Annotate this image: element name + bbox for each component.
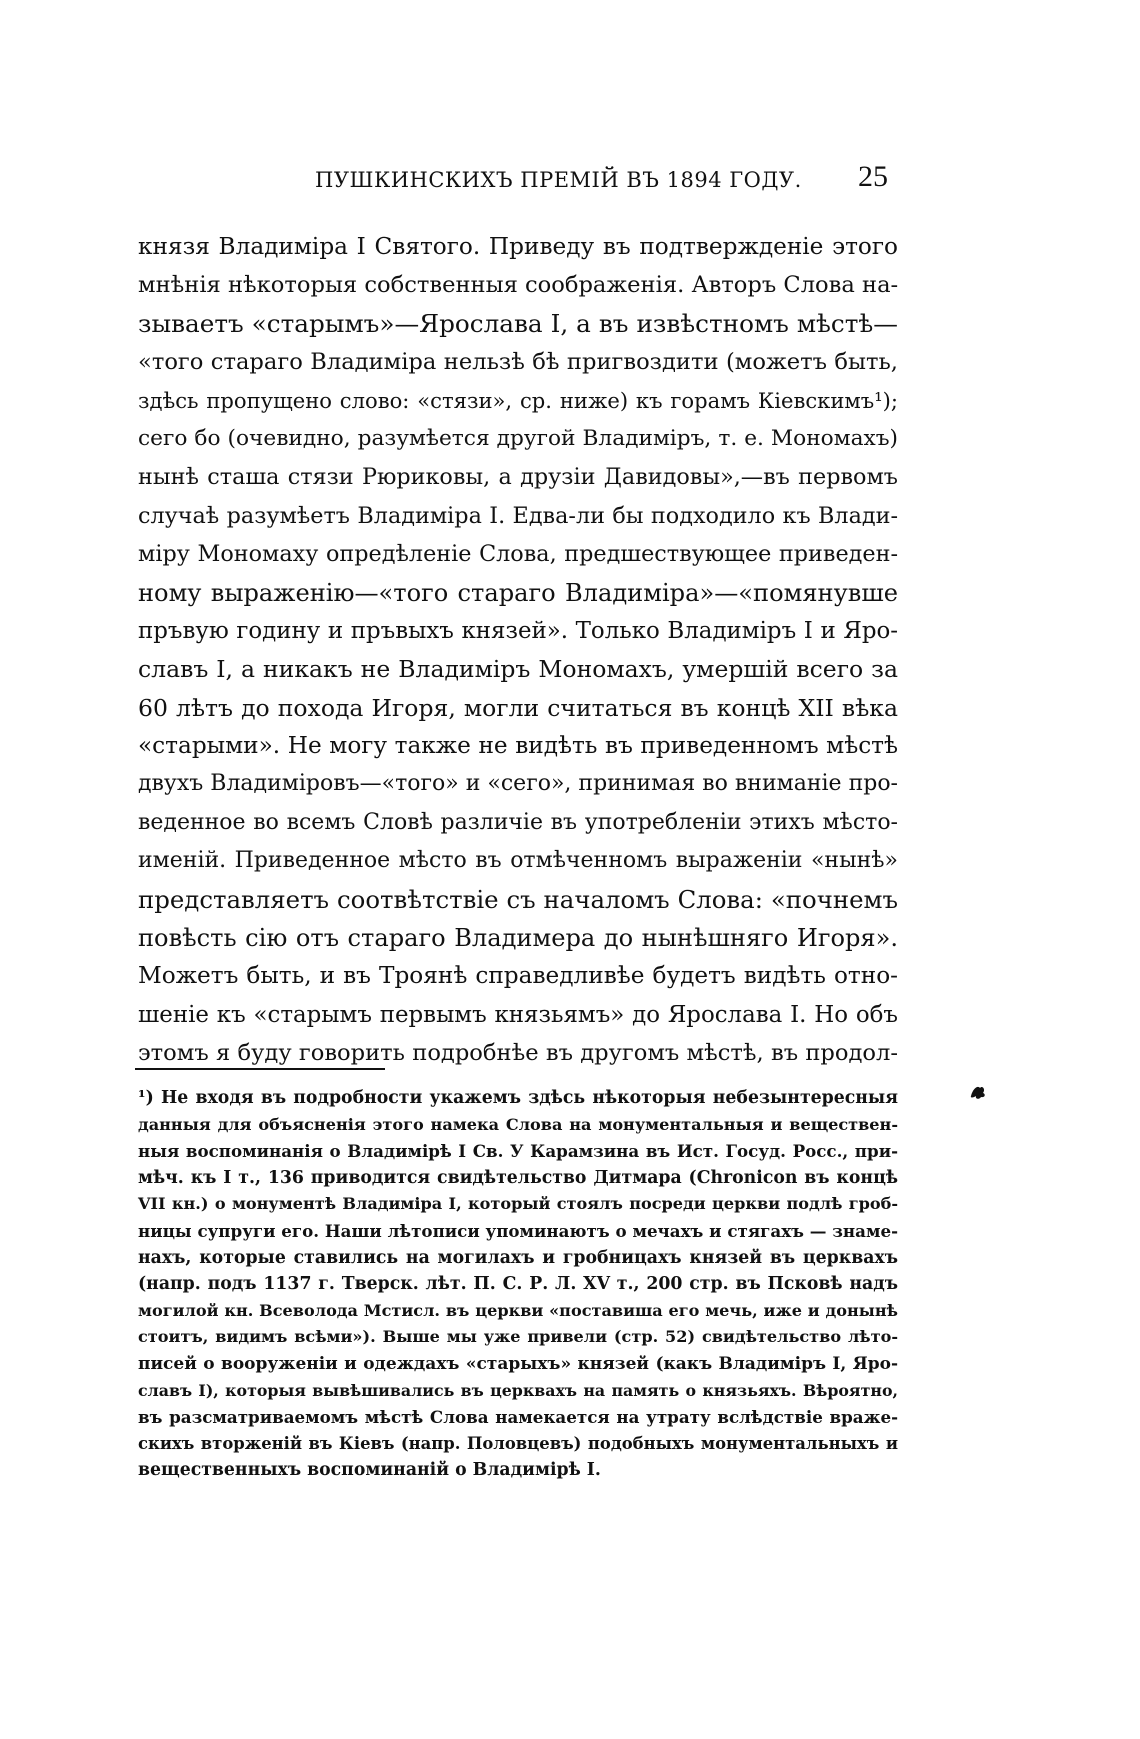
footnote-line: данныя для объясненія этого намека Слова на монументальныя и веществен- — [138, 1114, 898, 1134]
body-line: случаѣ разумѣетъ Владиміра I. Едва-ли бы подходило къ Влади- — [138, 502, 898, 529]
body-line: этомъ я буду говорить подробнѣе въ другомъ мѣстѣ, въ продол- — [138, 1040, 898, 1067]
body-line: представляетъ соотвѣтствіе съ началомъ Слова: «почнемъ — [138, 884, 898, 914]
footnote-line: писей о вооруженіи и одеждахъ «старыхъ» князей (какъ Владиміръ I, Яро- — [138, 1353, 898, 1374]
body-line: князя Владиміра I Святого. Приведу въ подтвержденіе этого — [138, 233, 898, 260]
body-text — [138, 228, 898, 1073]
footnote-line: ¹) Не входя въ подробности укажемъ здѣсь нѣкоторыя небезынтересныя — [138, 1088, 898, 1108]
body-line: міру Мономаху опредѣленіе Слова, предшествующее приведен- — [138, 541, 898, 568]
body-line: «того стараго Владиміра нельзѣ бѣ пригвоздити (можетъ быть, — [138, 349, 898, 376]
body-line: веденное во всемъ Словѣ различіе въ употребленіи этихъ мѣсто- — [138, 809, 898, 835]
page-number: 25 — [858, 160, 888, 193]
footnote-divider — [135, 1068, 385, 1070]
body-line: славъ I, а никакъ не Владиміръ Мономахъ, умершій всего за — [138, 655, 898, 684]
footnote-line: мѣч. къ I т., 136 приводится свидѣтельство Дитмара (Chronicon въ концѣ — [138, 1167, 898, 1188]
footnote-line: стоитъ, видимъ всѣми»). Выше мы уже привели (стр. 52) свидѣтельство лѣто- — [138, 1327, 898, 1347]
footnote-line: скихъ вторженій въ Кіевъ (напр. Половцевъ) подобныхъ монументальныхъ и — [138, 1433, 898, 1453]
body-line: зываетъ «старымъ»—Ярослава I, а въ извѣстномъ мѣстѣ— — [138, 308, 898, 338]
body-line: именій. Приведенное мѣсто въ отмѣченномъ выраженіи «нынѣ» — [138, 848, 898, 874]
footnote — [138, 1085, 898, 1484]
body-line: здѣсь пропущено слово: «стязи», ср. ниже) къ горамъ Кіевскимъ¹); — [138, 387, 898, 413]
body-line: шеніе къ «старымъ первымъ князьямъ» до Ярослава I. Но объ — [138, 1001, 898, 1028]
body-line: мнѣнія нѣкоторыя собственныя соображенія. Авторъ Слова на- — [138, 272, 899, 299]
footnote-line: (напр. подъ 1137 г. Тверск. лѣт. П. С. Р. Л. XV т., 200 стр. въ Псковѣ надъ — [138, 1274, 898, 1295]
printers-ornament-icon — [968, 1082, 988, 1102]
footnote-line: ницы супруги его. Наши лѣтописи упоминаютъ о мечахъ и стягахъ — знаме- — [138, 1220, 898, 1241]
body-line: повѣсть сію отъ стараго Владимера до нынѣшняго Игоря». — [138, 924, 898, 953]
body-line: двухъ Владиміровъ—«того» и «сего», принимая во вниманіе про- — [138, 771, 898, 797]
footnote-line: славъ I), которыя вывѣшивались въ церквахъ на память о князьяхъ. Вѣроятно, — [138, 1380, 898, 1400]
body-line: сего бо (очевидно, разумѣется другой Владиміръ, т. е. Мономахъ) — [138, 425, 898, 451]
running-header: ПУШКИНСКИХЪ ПРЕМІЙ ВЪ 1894 ГОДУ. — [315, 168, 802, 192]
footnote-line: вещественныхъ воспоминаній о Владимірѣ I. — [138, 1460, 601, 1481]
body-line: «старыми». Не могу также не видѣть въ приведенномъ мѣстѣ — [138, 732, 898, 760]
body-line: нынѣ сташа стязи Рюриковы, а друзіи Давидовы»,—въ первомъ — [138, 464, 898, 491]
footnote-line: въ разсматриваемомъ мѣстѣ Слова намекается на утрату вслѣдствіе враже- — [138, 1407, 898, 1428]
body-line: ному выраженію—«того стараго Владиміра»—«помянувше — [138, 578, 898, 607]
footnote-line: VII кн.) о монументѣ Владиміра I, который стоялъ посреди церкви подлѣ гроб- — [138, 1194, 898, 1214]
footnote-line: ныя воспоминанія о Владимірѣ I Св. У Карамзина въ Ист. Госуд. Росс., при- — [138, 1141, 898, 1162]
body-line: Можетъ быть, и въ Троянѣ справедливѣе будетъ видѣть отно- — [138, 962, 898, 990]
footnote-line: нахъ, которые ставились на могилахъ и гробницахъ князей въ церквахъ — [138, 1247, 898, 1268]
footnote-line: могилой кн. Всеволода Мстисл. въ церкви «поставиша его мечь, иже и донынѣ — [138, 1300, 898, 1320]
body-line: 60 лѣтъ до похода Игоря, могли считаться въ концѣ XII вѣка — [138, 693, 898, 722]
body-line: пръвую годину и пръвыхъ князей». Только Владиміръ I и Яро- — [138, 617, 898, 644]
